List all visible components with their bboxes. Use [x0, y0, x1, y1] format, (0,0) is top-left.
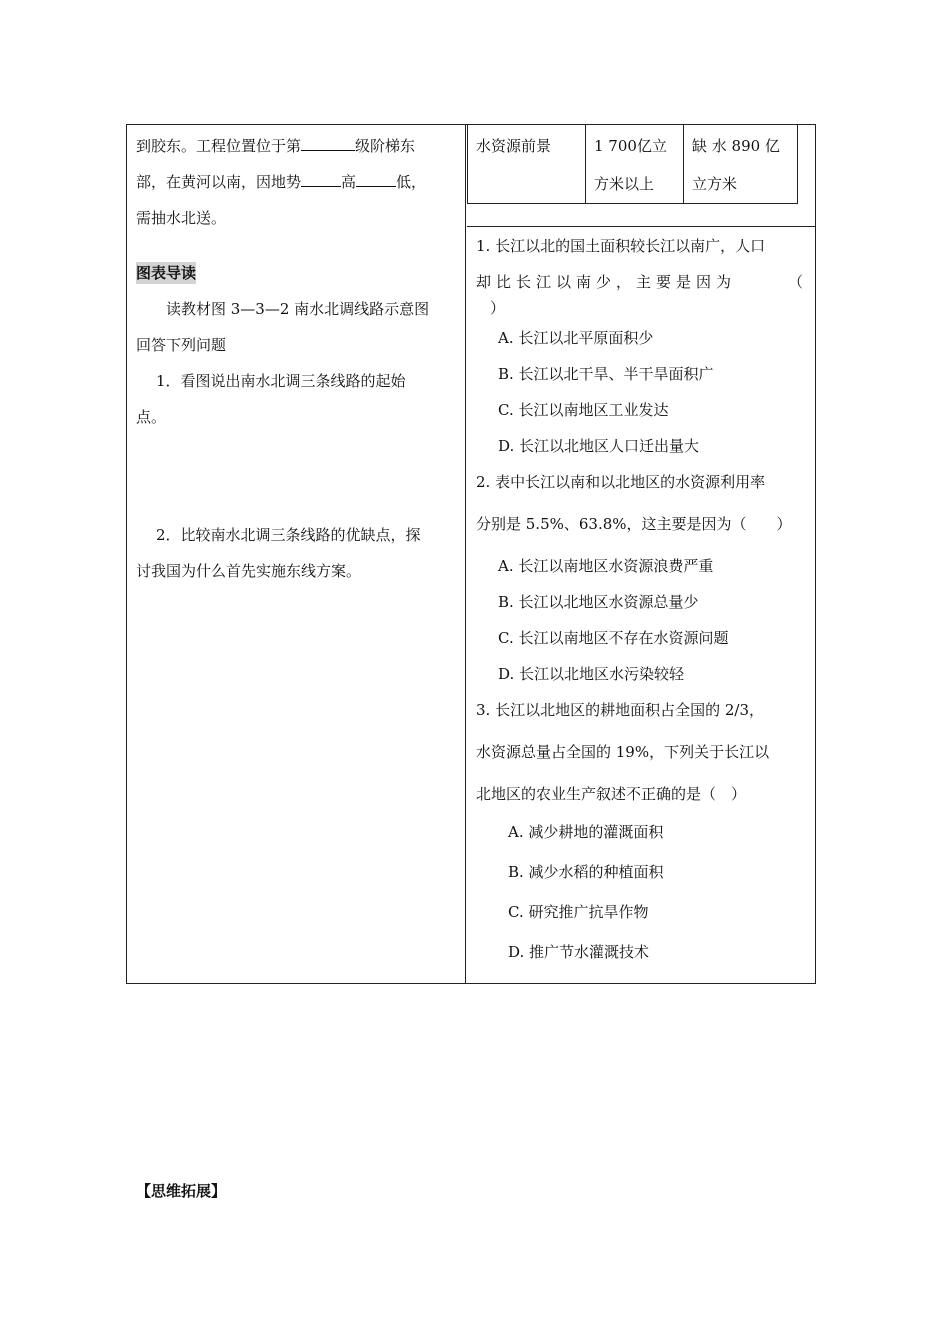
- q1-option-b[interactable]: B. 长江以北干旱、半干旱面积广: [498, 365, 714, 383]
- table-bottom-rule: [467, 226, 815, 227]
- right-column: [476, 228, 808, 972]
- table-row: [468, 125, 798, 204]
- q1-line-1: 1. 长江以北的国土面积较长江以南广，人口: [476, 237, 766, 255]
- question-1-line-1: 1．看图说出南水北调三条线路的起始: [156, 372, 406, 390]
- intro-line-2: 回答下列问题: [136, 336, 227, 354]
- q3-option-b[interactable]: B. 减少水稻的种植面积: [508, 863, 664, 881]
- q3-option-c[interactable]: C. 研究推广抗旱作物: [508, 903, 649, 921]
- column-divider: [465, 124, 466, 984]
- text-fragment: 却比长江以南少，主要是因为: [476, 273, 737, 291]
- south-value-cell: [586, 125, 684, 204]
- q1-option-a[interactable]: A. 长江以北平原面积少: [498, 329, 654, 347]
- q3-option-a[interactable]: A. 减少耕地的灌溉面积: [508, 823, 664, 841]
- north-value-cell: [684, 125, 798, 204]
- text-fragment: 低，: [396, 173, 427, 191]
- water-resources-table: [467, 124, 798, 204]
- left-line-1: [136, 128, 458, 164]
- question-1-line-2: 点。: [136, 408, 167, 426]
- question-2-line-2: 讨我国为什么首先实施东线方案。: [136, 562, 362, 580]
- q2-line-2: 分别是 5.5%、63.8%，这主要是因为（ ）: [476, 515, 792, 533]
- q3-line-2: 水资源总量占全国的 19%，下列关于长江以: [476, 743, 770, 761]
- fill-blank[interactable]: [301, 128, 355, 151]
- answer-space: [136, 435, 458, 517]
- fill-blank[interactable]: [301, 164, 341, 187]
- text-fragment: 部，在黄河以南，因地势: [136, 173, 302, 191]
- cell-text: 立方米: [692, 175, 738, 193]
- section-heading: 图表导读: [136, 264, 197, 282]
- row-label-cell: [468, 125, 586, 204]
- text-fragment: 高: [341, 173, 357, 191]
- spacer: [136, 236, 458, 248]
- q3-line-3: 北地区的农业生产叙述不正确的是（ ）: [476, 785, 747, 803]
- q1-line-2: [476, 264, 808, 300]
- fill-blank[interactable]: [356, 164, 396, 187]
- cell-text: 1 700亿立: [594, 137, 667, 155]
- q1-paren-close: ）: [490, 299, 506, 317]
- cell-text: 缺 水 890 亿: [692, 137, 780, 155]
- extension-heading: 【思维拓展】: [136, 1182, 227, 1200]
- row-label: 水资源前景: [476, 137, 552, 155]
- text-fragment: 级阶梯东: [355, 137, 416, 155]
- q2-option-d[interactable]: D. 长江以北地区水污染较轻: [498, 665, 685, 683]
- q2-option-a[interactable]: A. 长江以南地区水资源浪费严重: [498, 557, 714, 575]
- q2-line-1: 2. 表中长江以南和以北地区的水资源利用率: [476, 473, 766, 491]
- q3-line-1: 3. 长江以北地区的耕地面积占全国的 2/3，: [476, 701, 764, 719]
- left-line-3: 需抽水北送。: [136, 209, 227, 227]
- cell-text: 方米以上: [594, 175, 655, 193]
- text-fragment: 到胶东。工程位置位于第: [136, 137, 302, 155]
- left-line-2: [136, 164, 458, 200]
- q3-option-d[interactable]: D. 推广节水灌溉技术: [508, 943, 650, 961]
- left-column: [136, 128, 458, 589]
- text-fragment: （: [787, 273, 808, 291]
- q2-option-b[interactable]: B. 长江以北地区水资源总量少: [498, 593, 699, 611]
- q2-option-c[interactable]: C. 长江以南地区不存在水资源问题: [498, 629, 729, 647]
- q1-option-d[interactable]: D. 长江以北地区人口迁出量大: [498, 437, 700, 455]
- q1-option-c[interactable]: C. 长江以南地区工业发达: [498, 401, 669, 419]
- intro-line-1: 读教材图 3—3—2 南水北调线路示意图: [166, 300, 430, 318]
- question-2-line-1: 2．比较南水北调三条线路的优缺点，探: [156, 526, 421, 544]
